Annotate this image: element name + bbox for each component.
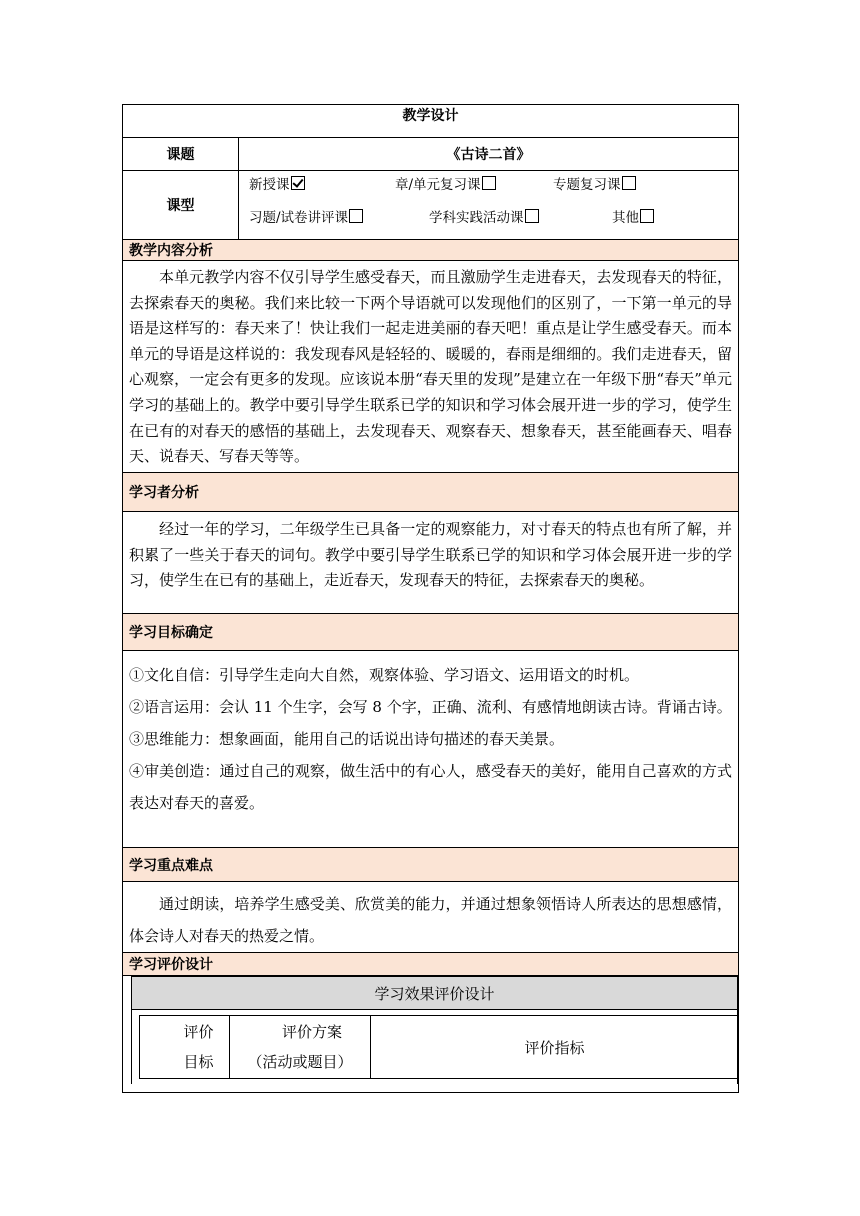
document-title: 教学设计 [123, 105, 739, 138]
evaluation-inner-cell [132, 1010, 738, 1085]
eval-target-line1: 评价 [183, 1023, 214, 1041]
option-label: 章/单元复习课 [395, 177, 481, 193]
eval-plan-line1: 评价方案 [281, 1023, 342, 1041]
key-points-body [123, 882, 739, 953]
checkbox[interactable] [640, 209, 654, 223]
content-analysis-body [123, 261, 739, 473]
option-label: 新授课 [249, 177, 290, 193]
eval-plan-header [230, 1016, 371, 1079]
key-points-text: 通过朗读，培养学生感受美、欣赏美的能力，并通过想象领悟诗人所表达的思想感情，体会诗人对春天的热爱之情。 [129, 895, 732, 945]
option-label: 学科实践活动课 [429, 210, 524, 226]
evaluation-inner-table [139, 1015, 739, 1079]
goals-heading: 学习目标确定 [123, 614, 739, 651]
keti-label: 课题 [123, 138, 239, 171]
eval-indicator-header: 评价指标 [371, 1016, 739, 1079]
evaluation-body [123, 976, 739, 1093]
lesson-plan-document [122, 104, 738, 1093]
goal-item: ①文化自信：引导学生走向大自然，观察体验、学习语文、运用语文的时机。 [129, 666, 640, 684]
checkbox[interactable] [349, 209, 363, 223]
option-zhuanti[interactable] [553, 171, 636, 199]
option-xinshouke[interactable] [249, 171, 395, 199]
goal-item: ②语言运用：会认 11 个生字，会写 8 个字，正确、流利、有感情地朗读古诗。背诵古诗。 [129, 698, 732, 716]
checkbox-checked[interactable] [291, 176, 305, 190]
eval-target-line2: 目标 [183, 1053, 214, 1071]
kexing-label: 课型 [123, 171, 239, 240]
lesson-plan-table [122, 104, 739, 1093]
key-points-heading: 学习重点难点 [123, 848, 739, 882]
learner-analysis-text: 经过一年的学习，二年级学生已具备一定的观察能力，对寸春天的特点也有所了解，并积累了一些关于春天的词句。教学中要引导学生联系已学的知识和学习体会展开进一步的学习，使学生在已有的基础上，走近春天，发现春天的特征，去探索春天的奥秘。 [129, 520, 732, 590]
content-analysis-heading: 教学内容分析 [123, 240, 739, 261]
checkbox[interactable] [525, 209, 539, 223]
keti-value: 《古诗二首》 [239, 138, 739, 171]
eval-target-header [140, 1016, 230, 1079]
option-danyuan[interactable] [395, 171, 553, 199]
kexing-options [239, 171, 739, 240]
goal-item: ④审美创造：通过自己的观察，做生活中的有心人，感受春天的美好，能用自己喜欢的方式表达对春天的喜爱。 [129, 762, 732, 812]
goal-item: ③思维能力：想象画面，能用自己的话说出诗句描述的春天美景。 [129, 730, 565, 748]
option-label: 习题/试卷讲评课 [249, 210, 349, 226]
option-label: 其他 [612, 210, 639, 226]
evaluation-table-title: 学习效果评价设计 [132, 977, 738, 1010]
option-shijian[interactable] [429, 201, 612, 235]
evaluation-table [131, 976, 738, 1084]
content-analysis-text: 本单元教学内容不仅引导学生感受春天，而且激励学生走进春天，去发现春天的特征，去探索春天的奥秘。我们来比较一下两个导语就可以发现他们的区别了，一下第一单元的导语是这样写的：春天来了！快让我们一起走进美丽的春天吧！重点是让学生感受春天。而本单元的导语是这样说的：我发现春风是轻轻的、暖暖的，春雨是细细的。我们走进春天，留心观察，一定会有更多的发现。应该说本册“春天里的发现”是建立在一年级下册“春天”单元学习的基础上的。教学中要引导学生联系已学的知识和学习体会展开进一步的学习，使学生在已有的对春天的感悟的基础上，去发现春天、观察春天、想象春天，甚至能画春天、唱春天、说春天、写春天等等。 [129, 268, 732, 466]
option-qita[interactable] [612, 201, 654, 235]
evaluation-heading: 学习评价设计 [123, 953, 739, 976]
learner-analysis-heading: 学习者分析 [123, 473, 739, 512]
option-xiti[interactable] [249, 201, 429, 235]
checkbox[interactable] [482, 176, 496, 190]
eval-plan-line2: （活动或题目） [247, 1053, 353, 1071]
goals-body [123, 651, 739, 848]
option-label: 专题复习课 [553, 177, 621, 193]
learner-analysis-body [123, 512, 739, 614]
checkbox[interactable] [622, 176, 636, 190]
